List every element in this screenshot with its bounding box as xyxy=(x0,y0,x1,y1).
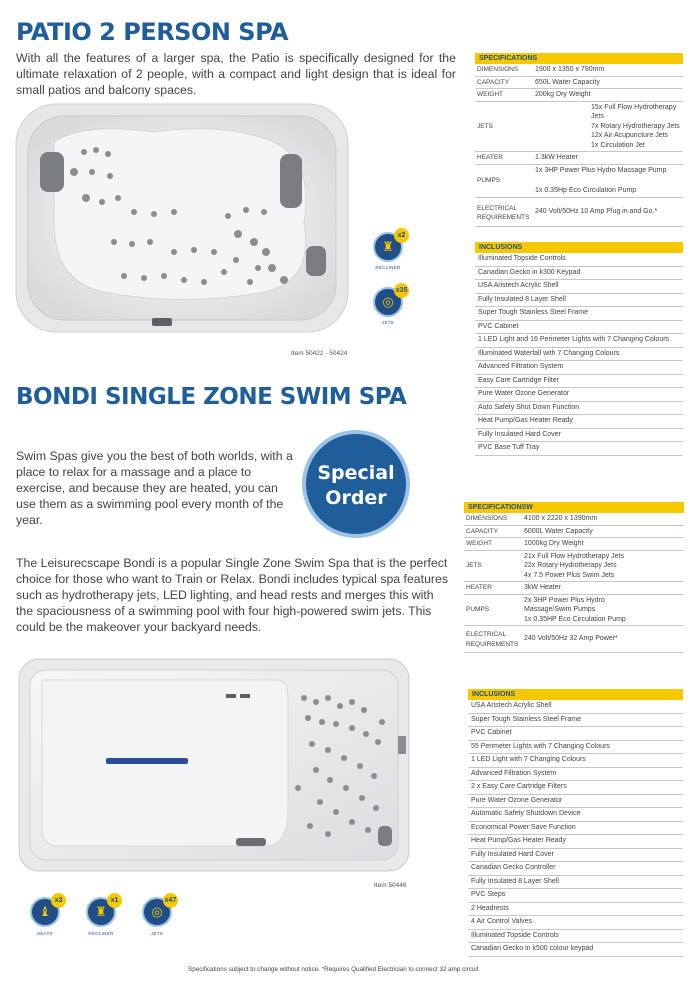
badge-multiplier: x3 xyxy=(51,893,66,908)
inclusion-item: PVC Cabinet xyxy=(468,727,683,741)
inclusion-item: Illuminated Topside Controls xyxy=(475,253,683,267)
special-order-badge xyxy=(302,430,410,538)
inclusion-item: Super Tough Stainless Steel Frame xyxy=(468,714,683,728)
inclusion-item: 2 x Easy Care Cartridge Filters xyxy=(468,781,683,795)
badge-multiplier: x1 xyxy=(107,893,122,908)
spec-key: ELECTRICAL REQUIREMENTS xyxy=(464,626,522,653)
spec-line: 12x Air Acupuncture Jets xyxy=(591,132,669,139)
spec-value: 1000kg Dry Weight xyxy=(522,538,684,551)
bondi-swim-spa-image xyxy=(18,658,410,872)
inclusion-item: USA Aristech Acrylic Shell xyxy=(475,280,683,294)
inclusion-item: Heat Pump/Gas Heater Ready xyxy=(468,835,683,849)
spec-key: PUMPS xyxy=(475,164,533,197)
inclusion-item: PVC Steps xyxy=(468,889,683,903)
badge-multiplier: x2 xyxy=(394,228,409,243)
inclusion-item: Pure Water Ozone Generator xyxy=(475,388,683,402)
spec-line: 1x 0.35Hp Eco Circulation Pump xyxy=(535,187,637,194)
inclusion-item: 2 Headrests xyxy=(468,903,683,917)
inclusion-item: Easy Care Cartridge Filter xyxy=(475,375,683,389)
bondi-recliner-badge xyxy=(86,897,119,927)
badge-label: JETS xyxy=(381,320,395,325)
spec-key: WEIGHT xyxy=(475,89,533,102)
spec-key: HEATER xyxy=(475,152,533,165)
spec-row xyxy=(464,550,684,582)
recliner-icon: ♜ xyxy=(382,239,394,254)
spec-line: 4x 7.5 Power Plus Swim Jets xyxy=(524,571,615,579)
special-line1: Special xyxy=(317,462,395,484)
spec-line: 1x 3HP Power Plus Hydro Massage Pump xyxy=(535,166,667,174)
patio-jets-badge xyxy=(373,287,408,317)
inclusion-item: Canadian Gecko Controller xyxy=(468,862,683,876)
spec-row xyxy=(464,582,684,595)
patio-recliner-badge xyxy=(373,232,406,262)
spec-row xyxy=(464,538,684,551)
specs-header: SPECIFICATIONSW xyxy=(464,502,684,513)
spec-line: 7x Rotary Hydrotherapy Jets xyxy=(591,122,680,130)
inclusion-item: Economical Power Save Function xyxy=(468,822,683,836)
inclusion-item: Super Tough Stainless Steel Frame xyxy=(475,307,683,321)
spec-value: 650L Water Capacity xyxy=(533,76,683,89)
spec-line: 1x Circulation Jet xyxy=(591,141,645,149)
spec-value xyxy=(522,594,684,626)
badge-label: JETS xyxy=(150,931,164,936)
spec-row xyxy=(464,594,684,626)
spec-line: 15x Full Flow Hydrotherapy Jets xyxy=(591,103,677,120)
inclusion-item: Automatic Safety Shutdown Device xyxy=(468,808,683,822)
spec-key: JETS xyxy=(475,101,533,152)
bondi-title: BONDI SINGLE ZONE SWIM SPA xyxy=(16,384,407,410)
spec-value xyxy=(522,550,684,582)
inclusion-item: Illuminated Topside Controls xyxy=(468,930,683,944)
inclusion-item: Fully Insulated 8 Layer Shell xyxy=(468,876,683,890)
inclusion-item: Fully Insulated Hard Cover xyxy=(468,849,683,863)
spec-line: 21x Full Flow Hydrotherapy Jets xyxy=(524,552,624,560)
jets-icon: ◎ xyxy=(151,904,163,919)
inclusion-item: Canadian Gecko in k300 Keypad xyxy=(475,267,683,281)
patio-title: PATIO 2 PERSON SPA xyxy=(16,18,289,46)
seat-icon: ♝ xyxy=(39,904,51,919)
inclusion-item: Fully Insulated 8 Layer Shell xyxy=(475,294,683,308)
patio-spa-image xyxy=(14,102,350,334)
spec-value: 4100 x 2220 x 1390mm xyxy=(522,513,684,525)
inclusion-item: Illuminated Waterfall with 7 Changing Colours xyxy=(475,348,683,362)
spec-row xyxy=(475,164,683,197)
bondi-intro: Swim Spas give you the best of both worlds, with a place to relax for a massage and a place to exercise, and because they are heated, you can use them as a swimming pool every month of the year. xyxy=(16,449,293,527)
inclusion-item: Heat Pump/Gas Heater Ready xyxy=(475,415,683,429)
spec-row xyxy=(464,525,684,538)
bondi-specifications xyxy=(464,502,684,653)
inclusion-item: Advanced Filtration System xyxy=(468,768,683,782)
spec-line: Massage/Swim Pumps xyxy=(524,606,596,613)
bondi-seats-badge xyxy=(30,897,63,927)
specs-header: SPECIFICATIONS xyxy=(475,53,683,64)
inclusion-item: Auto Safety Shut Down Function xyxy=(475,402,683,416)
spec-key: CAPACITY xyxy=(475,76,533,89)
inclusion-item: 1 LED Light with 7 Changing Colours xyxy=(468,754,683,768)
spec-row xyxy=(475,64,683,76)
badge-multiplier: x47 xyxy=(163,893,178,908)
bondi-inclusions xyxy=(468,689,683,957)
patio-specifications xyxy=(475,53,683,227)
spec-key: DIMENSIONS xyxy=(475,64,533,76)
spec-value: 1900 x 1350 x 780mm xyxy=(533,64,683,76)
spec-key: DIMENSIONS xyxy=(464,513,522,525)
spec-key: JETS xyxy=(464,550,522,582)
inclusion-item: 55 Perimeter Lights with 7 Changing Colours xyxy=(468,741,683,755)
footnote: Specifications subject to change without notice. *Requires Qualified Electrician to connect 32 amp circuit xyxy=(188,966,479,973)
jets-icon: ◎ xyxy=(382,294,394,309)
badge-multiplier: x35 xyxy=(394,283,409,298)
spec-row xyxy=(475,76,683,89)
inclusion-item: 4 Air Control Valves xyxy=(468,916,683,930)
spec-row xyxy=(475,89,683,102)
inclusion-item: Pure Water Ozone Generator xyxy=(468,795,683,809)
spec-key: HEATER xyxy=(464,582,522,595)
patio-inclusions xyxy=(475,242,683,456)
spec-row xyxy=(475,101,683,152)
inclusions-header: INCLUSIONS xyxy=(468,689,683,700)
bondi-jets-badge xyxy=(142,897,177,927)
spec-key: WEIGHT xyxy=(464,538,522,551)
special-line2: Order xyxy=(325,487,387,509)
spec-value: 6000L Water Capacity xyxy=(522,525,684,538)
spec-row xyxy=(464,513,684,525)
bondi-item-number: Item 50446 xyxy=(374,882,407,889)
patio-item-number: Item 50422 - 50424 xyxy=(291,350,348,357)
spec-row xyxy=(475,197,683,226)
spec-line: 2x 3HP Power Plus Hydro xyxy=(524,596,605,604)
recliner-icon: ♜ xyxy=(95,904,107,919)
inclusion-item: PVC Base Tuff Tray xyxy=(475,442,683,456)
badge-label: RECLINER xyxy=(88,931,114,936)
inclusion-item: Fully Insulated Hard Cover xyxy=(475,429,683,443)
bondi-description: The Leisurecscape Bondi is a popular Single Zone Swim Spa that is the perfect choice for those who want to Train or Relax. Bondi includes typical spa features such as hydrotherapy jets, LED lighting, and head rests and merges this with the spaciousness of a swimming pool with four high-powered swim jets. This could be the makeover your backyard needs. xyxy=(16,556,448,634)
spec-value: 240 Volt/50Hz 10 Amp Plug in and Go.* xyxy=(533,197,683,226)
spec-row xyxy=(475,152,683,165)
spec-value: 240 Volt/50Hz 32 Amp Power* xyxy=(522,626,684,653)
patio-description: With all the features of a larger spa, the Patio is specifically designed for the ultimate relaxation of 2 people, with a compact and light design that is ideal for small patios and balcony spaces. xyxy=(16,51,456,97)
spec-value: 3kW Heater xyxy=(522,582,684,595)
inclusion-item: Advanced Filtration System xyxy=(475,361,683,375)
spec-value xyxy=(533,101,683,152)
spec-value: 1.3kW Heater xyxy=(533,152,683,165)
spec-key: CAPACITY xyxy=(464,525,522,538)
inclusions-header: INCLUSIONS xyxy=(475,242,683,253)
spec-value: 200kg Dry Weight xyxy=(533,89,683,102)
inclusion-item: PVC Cabinet xyxy=(475,321,683,335)
spec-key: PUMPS xyxy=(464,594,522,626)
spec-value xyxy=(533,164,683,197)
spec-line: 22x Rotary Hydrotherapy Jets xyxy=(524,562,617,569)
spec-key: ELECTRICAL REQUIREMENTS xyxy=(475,197,533,226)
inclusion-item: USA Aristech Acrylic Shell xyxy=(468,700,683,714)
badge-label: SEATS xyxy=(37,931,53,936)
inclusion-item: Canadian Gecko in k500 colour keypad xyxy=(468,943,683,957)
inclusion-item: 1 LED Light and 16 Perimeter Lights with 7 Changing Colours xyxy=(475,334,683,348)
badge-label: RECLINER xyxy=(375,265,401,270)
spec-row xyxy=(464,626,684,653)
spec-line: 1x 0.35HP Eco Circulation Pump xyxy=(524,615,626,623)
